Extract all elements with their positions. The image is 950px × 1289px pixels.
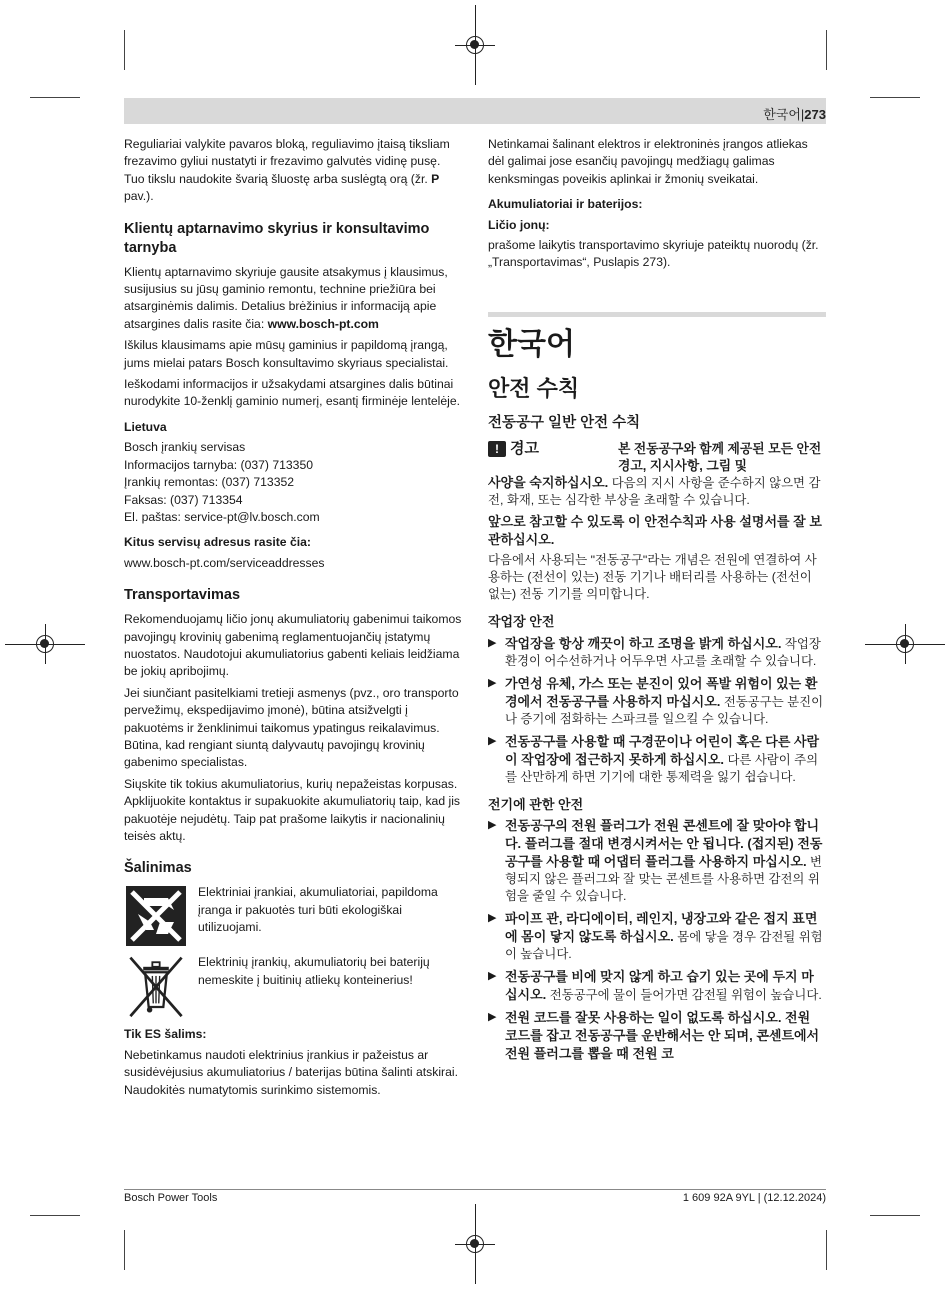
warning-triangle-icon: ! xyxy=(488,441,506,457)
bullet-arrow-icon: ▶ xyxy=(488,819,497,832)
general-safety-heading: 전동공구 일반 안전 수칙 xyxy=(488,414,641,431)
country-heading: Lietuva xyxy=(124,419,167,434)
service-heading: Klientų aptarnavimo skyrius ir konsultavimo tarnyba xyxy=(124,220,430,256)
language-divider xyxy=(488,312,826,317)
intro-paragraph: Reguliariai valykite pavaros bloką, reguliavimo įtaisą tiksliam frezavimo gyliui nustatyti ir frezavimo galvutės vidinę pusę. Tuo tikslu naudokite švarią šluostę arba suslėgtą orą (žr. P pav.). xyxy=(124,137,450,204)
crop-mark xyxy=(826,30,827,70)
footer-doc-number: 1 609 92A 9YL | (12.12.2024) xyxy=(682,1192,826,1204)
crop-mark xyxy=(124,1230,125,1270)
transport-paragraph: Siųskite tik tokius akumuliatorius, kurių nepažeistas korpusas. Apklijuokite kontaktus ir supakuokite akumuliatorių taip, kad jis pakuotėje nejudėtų. Taip pat prašome laikytis ir nacionalinių teisės aktų. xyxy=(124,776,461,843)
page-number: 273 xyxy=(804,107,826,122)
bullet-arrow-icon: ▶ xyxy=(488,970,497,983)
registration-mark-icon xyxy=(466,1235,484,1253)
contact-block xyxy=(124,439,464,526)
crop-mark xyxy=(870,97,920,98)
warning-bold-text: 본 전동공구와 함께 제공된 모든 안전경고, 지시사항, 그림 및 xyxy=(618,441,822,474)
disposal-row xyxy=(124,884,464,948)
left-column xyxy=(124,136,464,1103)
contact-email[interactable]: El. paštas: service-pt@lv.bosch.com xyxy=(124,509,320,524)
contact-line: Faksas: (037) 713354 xyxy=(124,492,243,507)
list-item: ▶ 전원 코드를 잘못 사용하는 일이 없도록 하십시오. 전원 코드를 잡고 전동공구를 운반해서는 안 되며, 콘센트에서 전원 플러그를 뽑을 때 전원 코 xyxy=(488,1010,820,1062)
contact-line: Bosch įrankių servisas xyxy=(124,440,246,455)
warning-paragraph: 사양을 숙지하십시오. 다음의 지시 사항을 준수하지 않으면 감전, 화재, 또는 심각한 부상을 초래할 수 있습니다. xyxy=(488,475,821,508)
warning-label: 경고 xyxy=(510,440,539,458)
transport-paragraph: Jei siunčiant pasitelkiami tretieji asmenys (pvz., oro transporto pervežimų, ekspedijavimo įmonė), būtina atsižvelgti į pakuotėms ir ženklinimui taikomus ypatingus reikalavimus. Būtina, kad rengiant siuntą dalyvautų pavojingų krovinių gabenimo specialistas. xyxy=(124,685,459,770)
list-item: ▶ 전동공구를 사용할 때 구경꾼이나 어린이 혹은 다른 사람이 작업장에 접근하지 못하게 하십시오. 다른 사람이 주의를 산만하게 하면 기기에 대한 통제력을 잃기 쉽습니다. xyxy=(488,733,820,784)
service-paragraph: Klientų aptarnavimo skyriuje gausite atsakymus į klausimus, susijusius su jūsų gaminio remontu, technine priežiūra bei atsarginėmis dalimis. Detalius brėžinius ir informaciją apie atsargines dalis rasite čia: www.bosch-pt.com xyxy=(124,264,448,331)
term-paragraph: 다음에서 사용되는 "전동공구"라는 개념은 전원에 연결하여 사용하는 (전선이 있는) 전동 기기나 배터리를 사용하는 (전선이 없는) 전동 기기를 의미합니다. xyxy=(488,553,817,602)
disposal-text: Elektriniai įrankiai, akumuliatoriai, papildoma įranga ir pakuotės turi būti ekologiškai utilizuojami. xyxy=(198,885,438,935)
work-area-heading: 작업장 안전 xyxy=(488,614,555,630)
transport-heading: Transportavimas xyxy=(124,587,241,604)
crop-mark xyxy=(30,97,80,98)
right-column xyxy=(488,136,826,1068)
disposal-row xyxy=(124,954,464,1018)
bullet-arrow-icon: ▶ xyxy=(488,676,497,689)
service-url-link[interactable]: www.bosch-pt.com xyxy=(267,316,379,331)
crop-mark xyxy=(30,1215,80,1216)
electrical-safety-heading: 전기에 관한 안전 xyxy=(488,796,584,812)
disposal-text: Elektrinių įrankių, akumuliatorių bei baterijų nemeskite į buitinių atliekų konteinerius! xyxy=(198,955,430,987)
batteries-heading: Akumuliatoriai ir baterijos: xyxy=(488,197,643,212)
warning-block xyxy=(488,440,826,474)
header-bar xyxy=(124,98,826,124)
other-services-url[interactable]: www.bosch-pt.com/serviceaddresses xyxy=(124,555,325,570)
contact-line: Informacijos tarnyba: (037) 713350 xyxy=(124,457,314,472)
list-item: ▶ 파이프 관, 라디에이터, 레인지, 냉장고와 같은 접지 표면에 몸이 닿지 않도록 하십시오. 몸에 닿을 경우 감전될 위험이 높습니다. xyxy=(488,911,823,962)
registration-mark-icon xyxy=(896,635,914,653)
eu-heading: Tik ES šalims: xyxy=(124,1027,207,1042)
recycling-symbol-icon xyxy=(124,884,188,948)
contact-line: Įrankių remontas: (037) 713352 xyxy=(124,475,295,490)
safety-title: 안전 수칙 xyxy=(488,375,580,401)
crop-mark xyxy=(870,1215,920,1216)
li-ion-heading: Ličio jonų: xyxy=(488,217,550,232)
registration-mark-icon xyxy=(466,36,484,54)
crop-mark xyxy=(124,30,125,70)
list-item: ▶ 전동공구를 비에 맞지 않게 하고 습기 있는 곳에 두지 마십시오. 전동공구에 물이 들어가면 감전될 위험이 높습니다. xyxy=(488,969,822,1003)
li-ion-paragraph: prašome laikytis transportavimo skyriuje pateiktų nuorodų (žr. „Transportavimas“, Puslapis 273). xyxy=(488,238,819,270)
bullet-arrow-icon: ▶ xyxy=(488,1011,497,1024)
korean-language-title: 한국어 xyxy=(488,327,575,361)
list-item: ▶ 작업장을 항상 깨끗이 하고 조명을 밝게 하십시오. 작업장 환경이 어수선하거나 어두우면 사고를 초래할 수 있습니다. xyxy=(488,635,821,668)
list-item: ▶ 가연성 유체, 가스 또는 분진이 있어 폭발 위험이 있는 환경에서 전동공구를 사용하지 마십시오. 전동공구는 분진이나 증기에 점화하는 스파크를 일으킬 수 있습니다. xyxy=(488,675,824,726)
list-item: ▶ 전동공구의 전원 플러그가 전원 콘센트에 잘 맞아야 합니다. 플러그를 절대 변경시켜서는 안 됩니다. (접지된) 전동공구를 사용할 때 어댑터 플러그를 사용하지 마십시오. 변형되지 않은 플러그와 잘 맞는 콘센트를 사용하면 감전의 위험을 줄일 수 있습니다. xyxy=(488,818,823,904)
footer-divider xyxy=(124,1189,826,1190)
bullet-arrow-icon: ▶ xyxy=(488,912,497,925)
bullet-arrow-icon: ▶ xyxy=(488,734,497,747)
disposal-heading: Šalinimas xyxy=(124,860,192,877)
header-language: 한국어 xyxy=(763,107,801,122)
eu-paragraph: Nebetinkamus naudoti elektrinius įrankius ir pažeistus ar susidėvėjusius akumuliatorius / baterijas būtina šalinti atskirai. Naudokitės numatytomis surinkimo sistemomis. xyxy=(124,1047,458,1097)
service-paragraph: Iškilus klausimams apie mūsų gaminius ir papildomą įrangą, jums mielai patars Bosch konsultavimo skyriaus specialistai. xyxy=(124,338,449,370)
page-label: 한국어|273 xyxy=(763,107,826,122)
other-services-heading: Kitus servisų adresus rasite čia: xyxy=(124,535,311,550)
crossed-bin-icon xyxy=(124,954,188,1018)
registration-mark-icon xyxy=(36,635,54,653)
weee-paragraph: Netinkamai šalinant elektros ir elektroninės įrangos atliekas dėl galimai jose esančių pavojingų medžiagų galimas kenksmingas poveikis aplinkai ir žmonių sveikatai. xyxy=(488,137,808,186)
service-paragraph: Ieškodami informacijos ir užsakydami atsargines dalis būtinai nurodykite 10-ženklį gaminio numerį, esantį firminėje lentelėje. xyxy=(124,377,461,409)
bullet-arrow-icon: ▶ xyxy=(488,636,497,649)
transport-paragraph: Rekomenduojamų ličio jonų akumuliatorių gabenimui taikomos pavojingų krovinių gabenimą reglamentuojančių įstatymų nuostatos. Naudotojui akumuliatorius gabenti keliais leidžiama be jokių apribojimų. xyxy=(124,612,462,679)
crop-mark xyxy=(826,1230,827,1270)
keep-instructions: 앞으로 참고할 수 있도록 이 안전수칙과 사용 설명서를 잘 보관하십시오. xyxy=(488,514,822,547)
footer-brand: Bosch Power Tools xyxy=(124,1192,218,1204)
